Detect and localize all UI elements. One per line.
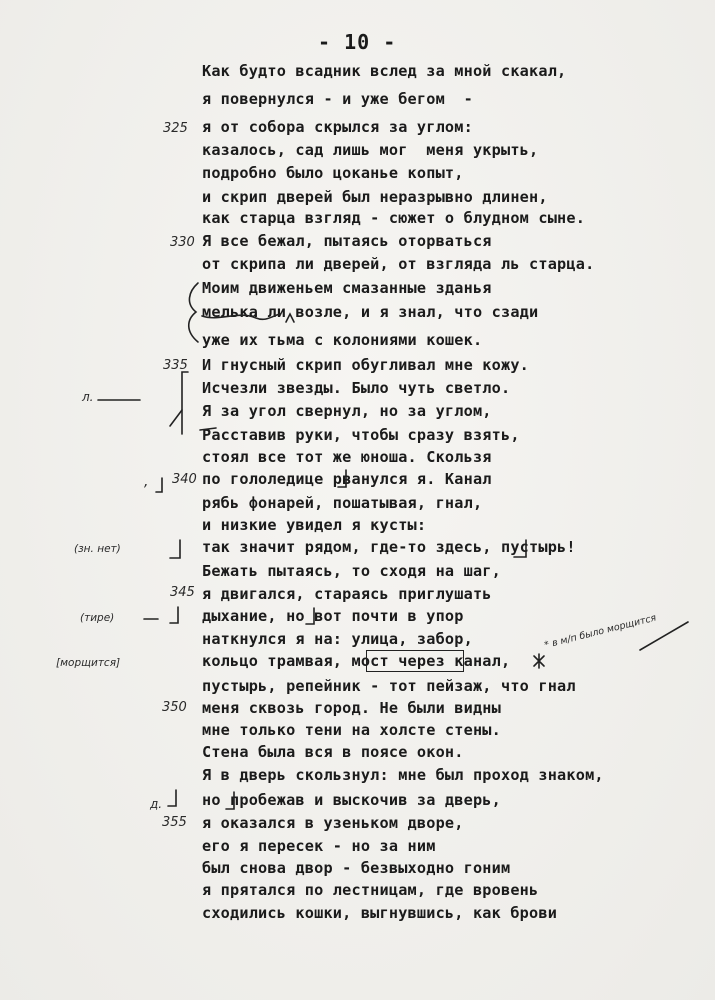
asterisk-mark: [534, 654, 544, 668]
separator-gololeditse: [338, 470, 346, 487]
poem-line-16: Расставив руки, чтобы сразу взять,: [202, 426, 520, 444]
margin-note-d: д.: [150, 797, 163, 811]
corner-stroke-mark: [170, 410, 182, 426]
left-bracket-mark: [189, 283, 198, 342]
poem-line-19: рябь фонарей, пошатывая, гнал,: [202, 494, 483, 512]
margin-hook-340: [156, 478, 162, 492]
margin-note-zn-net: (зн. нет): [74, 543, 121, 555]
letter-strike-mark: [200, 428, 216, 430]
poem-line-18: по гололедице рванулся я. Канал: [202, 470, 492, 488]
poem-line-26: кольцо трамвая, мост через канал,: [202, 652, 511, 670]
poem-line-27: пустырь, репейник - тот пейзаж, что гнал: [202, 677, 576, 695]
line-number-325: 325: [163, 121, 188, 136]
wavy-underline-mark: [202, 314, 280, 319]
line-number-330: 330: [170, 235, 195, 250]
poem-line-2: я повернулся - и уже бегом -: [202, 90, 473, 108]
poem-line-22: Бежать пытаясь, то сходя на шаг,: [202, 562, 501, 580]
poem-line-10: Моим движеньем смазанные зданья: [202, 279, 492, 297]
poem-line-23: я двигался, стараясь приглушать: [202, 585, 492, 603]
poem-line-30: Стена была вся в поясе окон.: [202, 743, 464, 761]
separator-no-2: [226, 792, 234, 809]
poem-line-6: и скрип дверей был неразрывно длинен,: [202, 188, 548, 206]
line-number-355: 355: [162, 815, 187, 830]
poem-line-35: был снова двор - безвыходно гоним: [202, 859, 511, 877]
poem-line-36: я прятался по лестницам, где вровень: [202, 881, 539, 899]
poem-line-20: и низкие увидел я кусты:: [202, 516, 427, 534]
line-number-345: 345: [170, 585, 195, 600]
poem-line-25: наткнулся я на: улица, забор,: [202, 630, 473, 648]
margin-note-comma: ,: [144, 474, 149, 490]
poem-line-4: казалось, сад лишь мог меня укрыть,: [202, 141, 539, 159]
poem-line-1: Как будто всадник вслед за мной скакал,: [202, 62, 567, 80]
margin-hook-tire: [170, 607, 178, 623]
line-number-350: 350: [162, 700, 187, 715]
poem-line-24: дыхание, но вот почти в упор: [202, 607, 464, 625]
poem-line-17: стоял все тот же юноша. Скользя: [202, 448, 492, 466]
page-number: - 10 -: [318, 30, 397, 54]
insertion-caret-mark: [286, 314, 294, 322]
line-number-340: 340: [172, 472, 197, 487]
poem-line-14: Исчезли звезды. Было чуть светло.: [202, 379, 511, 397]
margin-hook-d: [168, 790, 176, 806]
margin-note-l: л.: [82, 390, 94, 404]
poem-line-33: я оказался в узеньком дворе,: [202, 814, 464, 832]
poem-line-21: так значит рядом, где-то здесь, пустырь!: [202, 538, 576, 556]
poem-line-12: уже их тьма с колониями кошек.: [202, 331, 483, 349]
separator-zdes: [514, 540, 526, 557]
margin-note-tire: (тире): [80, 612, 115, 624]
paragraph-bracket-mark: [182, 372, 188, 434]
poem-line-31: Я в дверь скользнул: мне был проход знаком,: [202, 766, 604, 784]
line-number-335: 335: [163, 358, 188, 373]
poem-line-37: сходились кошки, выгнувшись, как брови: [202, 904, 558, 922]
poem-line-11: мелька ли возле, и я знал, что сзади: [202, 303, 539, 321]
poem-line-32: но пробежав и выскочив за дверь,: [202, 791, 501, 809]
margin-note-morshchitsya: [морщится]: [56, 657, 121, 669]
poem-line-15: Я за угол свернул, но за углом,: [202, 402, 492, 420]
poem-line-28: меня сквозь город. Не были видны: [202, 699, 501, 717]
separator-no: [306, 608, 314, 624]
poem-line-34: его я пересек - но за ним: [202, 837, 436, 855]
poem-line-13: И гнусный скрип обугливал мне кожу.: [202, 356, 530, 374]
margin-note-right: * в м/п было морщится: [543, 612, 658, 651]
poem-line-7: как старца взгляд - сюжет о блудном сыне.: [202, 209, 586, 227]
poem-line-3: я от собора скрылся за углом:: [202, 118, 473, 136]
poem-line-8: Я все бежал, пытаясь оторваться: [202, 232, 492, 250]
poem-line-29: мне только тени на холсте стены.: [202, 721, 501, 739]
right-note-underline: [640, 622, 688, 650]
margin-hook-zn-net: [170, 540, 180, 558]
poem-line-9: от скрипа ли дверей, от взгляда ль старца.: [202, 255, 595, 273]
poem-line-5: подробно было цоканье копыт,: [202, 164, 464, 182]
